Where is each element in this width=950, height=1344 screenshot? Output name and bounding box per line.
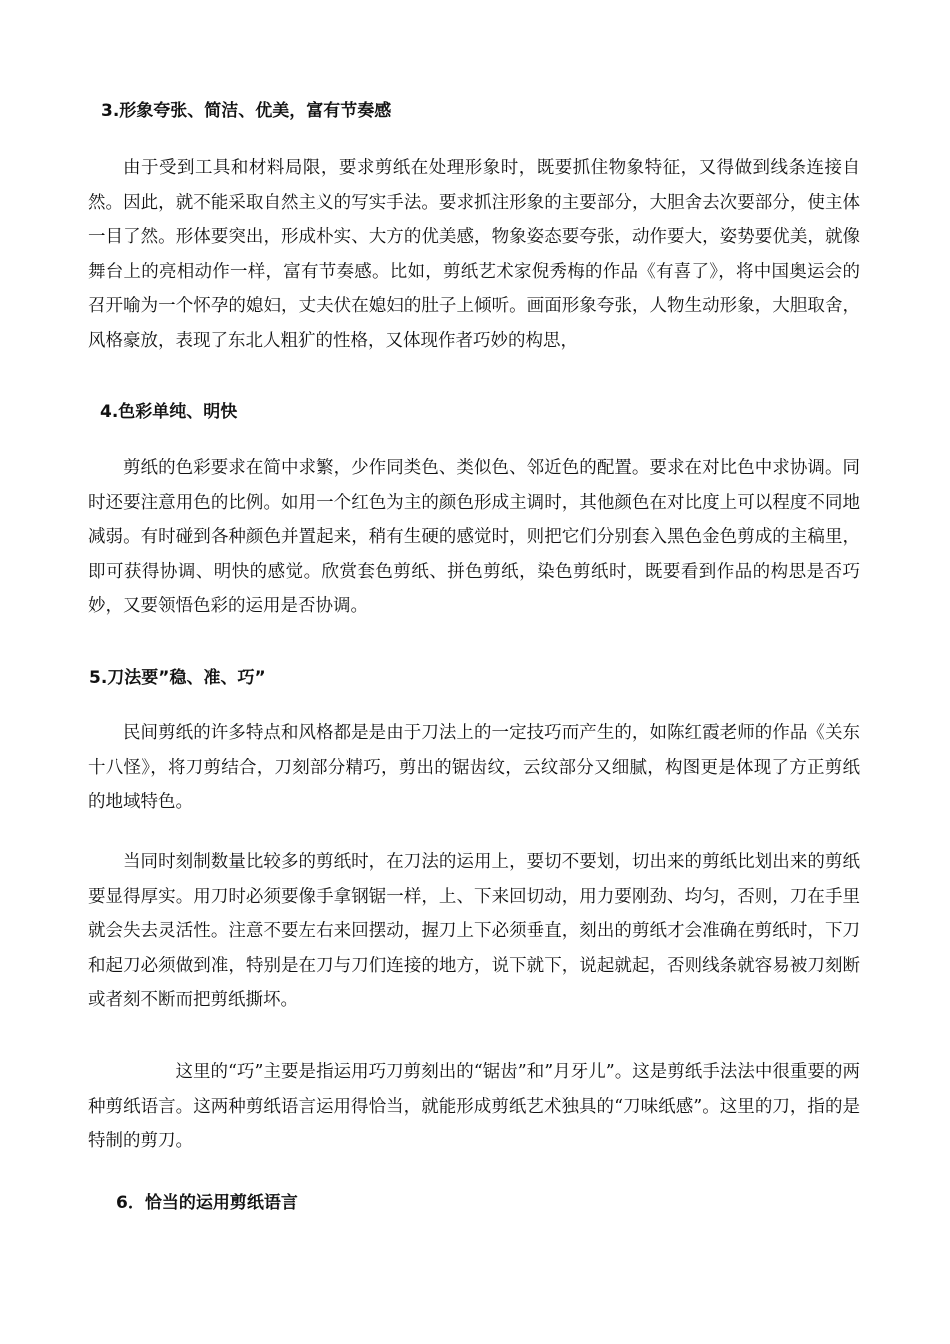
section-4-paragraph: 剪纸的色彩要求在简中求繁，少作同类色、类似色、邻近色的配置。要求在对比色中求协调。同时还要注意用色的比例。如用一个红色为主的颜色形成主调时，其他颜色在对比度上可以程度不同地减弱。有时碰到各种颜色并置起来，稍有生硬的感觉时，则把它们分别套入黑色金色剪成的主稿里，即可获得协调、明快的感觉。欣赏套色剪纸、拼色剪纸，染色剪纸时，既要看到作品的构思是否巧妙，又要领悟色彩的运用是否协调。 [88,458,860,617]
section-6-heading: 6．恰当的运用剪纸语言 [116,1193,298,1213]
section-3-heading: 3.形象夸张、简洁、优美，富有节奏感 [101,101,392,121]
section-4-heading: 4.色彩单纯、明快 [100,402,238,422]
section-3-paragraph: 由于受到工具和材料局限，要求剪纸在处理形象时，既要抓住物象特征，又得做到线条连接自然。因此，就不能采取自然主义的写实手法。要求抓注形象的主要部分，大胆舍去次要部分，使主体一目了然。形体要突出，形成朴实、大方的优美感，物象姿态要夸张，动作要大，姿势要优美，就像舞台上的亮相动作一样，富有节奏感。比如，剪纸艺术家倪秀梅的作品《有喜了》，将中国奥运会的召开喻为一个怀孕的媳妇，丈夫伏在媳妇的肚子上倾听。画面形象夸张，人物生动形象，大胆取舍，风格豪放，表现了东北人粗犷的性格，又体现作者巧妙的构思， [88,158,860,351]
section-5-heading: 5.刀法要”稳、准、巧” [89,668,266,688]
section-5-paragraph-2: 当同时刻制数量比较多的剪纸时，在刀法的运用上，要切不要划，切出来的剪纸比划出来的剪纸要显得厚实。用刀时必须要像手拿钢锯一样，上、下来回切动，用力要刚劲、均匀，否则，刀在手里就会失去灵活性。注意不要左右来回摆动，握刀上下必须垂直，刻出的剪纸才会准确在剪纸时，下刀和起刀必须做到准，特别是在刀与刀们连接的地方，说下就下，说起就起，否则线条就容易被刀刻断或者刻不断而把剪纸撕坏。 [88,852,860,1011]
section-5-paragraph-3: 这里的“巧”主要是指运用巧刀剪刻出的“锯齿”和”月牙儿”。这是剪纸手法法中很重要的两种剪纸语言。这两种剪纸语言运用得恰当，就能形成剪纸艺术独具的“刀味纸感”。这里的刀，指的是特制的剪刀。 [88,1062,860,1152]
section-5-paragraph-1: 民间剪纸的许多特点和风格都是是由于刀法上的一定技巧而产生的，如陈红霞老师的作品《关东十八怪》，将刀剪结合，刀刻部分精巧，剪出的锯齿纹，云纹部分又细腻，构图更是体现了方正剪纸的地域特色。 [88,723,860,813]
